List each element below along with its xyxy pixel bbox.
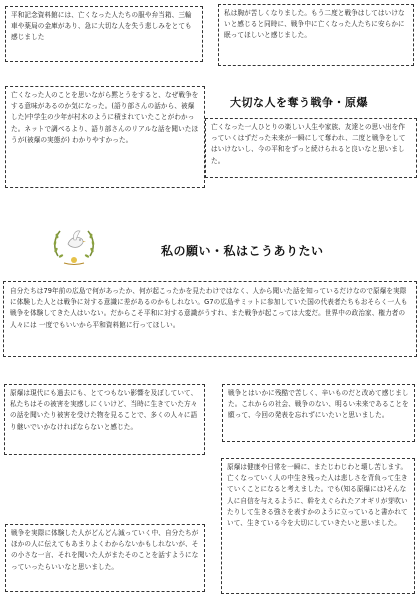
note-stolen-future: 亡くなった一人ひとりの楽しい人生や家族、友達との思い出を作っていくはずだった未来が一瞬にして奪われ、二度と戦争をしてはいけないし、今の平和をずっと続けられると良いなと思いました。 <box>205 118 417 178</box>
note-atomic-impact: 原爆は現代にも過去にも、とてつもない影響を及ぼしていて、私たちはその被害を実感しにくいけど、当時に生きていた方々の話を聞いたり被害を受けた物を見ることで、多くの人々に語り継いでいかなければならないと感じた。 <box>4 384 205 455</box>
note-aogiri-tree: 原爆は健康や日常を一瞬に、またじわじわと壊し苦します。亡くなっていく人の中生き残った人は悲しさを背負って生きていくことになると考えました。でも(知る原爆には)そんな人に自信を与えるように、幹をえぐられたアオギリが芽吹いたりして生きる強さを表すかのように立っていると書かれていて、生きている今を大切にしていきたいと思いました。 <box>221 458 415 594</box>
note-79-years-ago: 自分たちは79年前の広島で何があったか、何が起こったかを見たわけではなく、人から聞いた話を知っているだけなので原爆を実際に体験した人とは戦争に対する意識に差があるのかもしれない。G7の広島サミットに参加していた国の代表者たちもおそらく一人も戦争を体験してきた人はいない。だからこそ平和に対する意識がうすれ、また戦争が起こっては大変だ。世界中の政治家、権力者の人々には 一度でもいいから平和資料館に行ってほしい。 <box>3 281 417 357</box>
note-museum-items: 平和記念資料館には、亡くなった人たちの服や弁当箱、三輪車や薬局の金庫があり、急に大切な人を失う悲しみをとても感じました <box>5 6 203 62</box>
note-passing-on-stories: 戦争を実際に体験した人がどんどん減っていく中、自分たちがほかの人に伝えてもあまりよくわからないかもしれないが、その小さな一言、それを聞いた人がまたそのことを話すようになっていったらいいなと思いました。 <box>5 524 205 592</box>
note-cruelty-of-war: 戦争とはいかに残酷で苦しく、辛いものだと改めて感じました。これからの社会、戦争のない、明るい未来であることを願って、今回の発表を忘れずにいたいと思いました。 <box>222 384 415 442</box>
note-chest-pain: 私は胸が苦しくなりました。もう二度と戦争はしてはいけないと感じると同時に、戦争中に亡くなった人たちに安らかに眠ってほしいと感じました。 <box>218 4 414 66</box>
dove-wreath-icon <box>50 222 98 266</box>
section-heading-war: 大切な人を奪う戦争・原爆 <box>230 96 368 109</box>
section-heading-wishes: 私の願い・私はこうありたい <box>161 244 324 258</box>
note-moment-of-silence: 亡くなった人のことを思いながら黙とうをすると、なぜ戦争をする意味があるのか気になった。(語り部さんの話から、被爆した)中学生の少年が村木のように積まれていたことがわかった。ネットで調べるより、語り部さんのリアルな話を聞いたほうが(被爆の実態が) わかりやすかった。 <box>5 86 205 188</box>
